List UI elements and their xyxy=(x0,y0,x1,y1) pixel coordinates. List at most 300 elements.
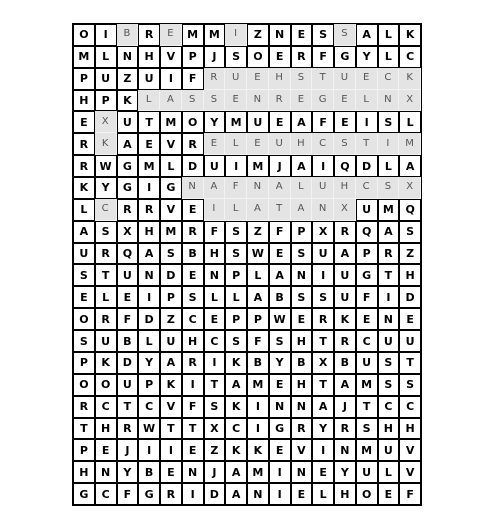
grid-cell[interactable]: E xyxy=(269,439,291,461)
grid-cell[interactable]: E xyxy=(117,286,139,308)
grid-cell[interactable]: C xyxy=(182,308,204,330)
grid-cell[interactable]: R xyxy=(334,221,356,243)
grid-cell[interactable]: O xyxy=(73,308,95,330)
grid-cell[interactable]: D xyxy=(356,155,378,177)
grid-cell[interactable]: L xyxy=(160,155,182,177)
grid-cell[interactable]: A xyxy=(334,243,356,265)
grid-cell[interactable]: I xyxy=(204,199,226,221)
grid-cell[interactable]: B xyxy=(291,352,313,374)
grid-cell[interactable]: V xyxy=(399,439,421,461)
grid-cell[interactable]: Y xyxy=(138,352,160,374)
grid-cell[interactable]: Y xyxy=(312,418,334,440)
grid-cell[interactable]: R xyxy=(312,308,334,330)
grid-cell[interactable]: E xyxy=(73,286,95,308)
grid-cell[interactable]: T xyxy=(182,418,204,440)
grid-cell[interactable]: C xyxy=(356,177,378,199)
grid-cell[interactable]: R xyxy=(117,199,139,221)
grid-cell[interactable]: R xyxy=(73,396,95,418)
grid-cell[interactable]: E xyxy=(269,243,291,265)
grid-cell[interactable]: G xyxy=(117,177,139,199)
grid-cell[interactable]: B xyxy=(247,352,269,374)
grid-cell[interactable]: A xyxy=(225,483,247,505)
grid-cell[interactable]: S xyxy=(73,330,95,352)
grid-cell[interactable]: H xyxy=(291,330,313,352)
grid-cell[interactable]: J xyxy=(269,155,291,177)
grid-cell[interactable]: S xyxy=(356,418,378,440)
grid-cell[interactable]: E xyxy=(160,24,182,46)
grid-cell[interactable]: U xyxy=(160,330,182,352)
grid-cell[interactable]: A xyxy=(160,352,182,374)
grid-cell[interactable]: Y xyxy=(356,46,378,68)
grid-cell[interactable]: A xyxy=(399,155,421,177)
grid-cell[interactable]: B xyxy=(334,352,356,374)
grid-cell[interactable]: I xyxy=(182,483,204,505)
grid-cell[interactable]: R xyxy=(378,243,400,265)
grid-cell[interactable]: P xyxy=(356,243,378,265)
grid-cell[interactable]: C xyxy=(399,396,421,418)
grid-cell[interactable]: M xyxy=(73,46,95,68)
grid-cell[interactable]: S xyxy=(378,111,400,133)
grid-cell[interactable]: P xyxy=(247,308,269,330)
grid-cell[interactable]: L xyxy=(95,46,117,68)
grid-cell[interactable]: U xyxy=(269,133,291,155)
grid-cell[interactable]: A xyxy=(269,264,291,286)
grid-cell[interactable]: Y xyxy=(269,352,291,374)
grid-cell[interactable]: A xyxy=(356,24,378,46)
grid-cell[interactable]: L xyxy=(73,199,95,221)
grid-cell[interactable]: B xyxy=(269,286,291,308)
grid-cell[interactable]: N xyxy=(291,396,313,418)
grid-cell[interactable]: U xyxy=(225,68,247,90)
grid-cell[interactable]: T xyxy=(312,374,334,396)
grid-cell[interactable]: E xyxy=(247,68,269,90)
grid-cell[interactable]: K xyxy=(247,439,269,461)
grid-cell[interactable]: S xyxy=(225,330,247,352)
grid-cell[interactable]: I xyxy=(269,483,291,505)
grid-cell[interactable]: N xyxy=(247,177,269,199)
grid-cell[interactable]: O xyxy=(182,111,204,133)
grid-cell[interactable]: L xyxy=(247,264,269,286)
grid-cell[interactable]: Y xyxy=(117,461,139,483)
grid-cell[interactable]: E xyxy=(225,90,247,112)
grid-cell[interactable]: M xyxy=(204,24,226,46)
grid-cell[interactable]: I xyxy=(312,155,334,177)
grid-cell[interactable]: N xyxy=(138,264,160,286)
grid-cell[interactable]: F xyxy=(312,46,334,68)
grid-cell[interactable]: U xyxy=(312,243,334,265)
grid-cell[interactable]: R xyxy=(182,133,204,155)
grid-cell[interactable]: A xyxy=(247,286,269,308)
grid-cell[interactable]: K xyxy=(225,439,247,461)
grid-cell[interactable]: L xyxy=(225,286,247,308)
grid-cell[interactable]: S xyxy=(399,221,421,243)
grid-cell[interactable]: C xyxy=(312,133,334,155)
grid-cell[interactable]: K xyxy=(225,396,247,418)
grid-cell[interactable]: B xyxy=(117,330,139,352)
grid-cell[interactable]: I xyxy=(269,461,291,483)
grid-cell[interactable]: K xyxy=(399,68,421,90)
grid-cell[interactable]: Y xyxy=(95,177,117,199)
grid-cell[interactable]: U xyxy=(334,264,356,286)
grid-cell[interactable]: T xyxy=(378,264,400,286)
grid-cell[interactable]: A xyxy=(291,199,313,221)
grid-cell[interactable]: L xyxy=(399,111,421,133)
grid-cell[interactable]: M xyxy=(225,111,247,133)
grid-cell[interactable]: U xyxy=(117,111,139,133)
grid-cell[interactable]: E xyxy=(182,264,204,286)
grid-cell[interactable]: A xyxy=(247,199,269,221)
grid-cell[interactable]: P xyxy=(160,286,182,308)
grid-cell[interactable]: K xyxy=(399,24,421,46)
grid-cell[interactable]: R xyxy=(182,221,204,243)
grid-cell[interactable]: R xyxy=(73,133,95,155)
grid-cell[interactable]: U xyxy=(204,155,226,177)
grid-cell[interactable]: S xyxy=(73,264,95,286)
grid-cell[interactable]: A xyxy=(138,243,160,265)
grid-cell[interactable]: S xyxy=(334,133,356,155)
grid-cell[interactable]: E xyxy=(312,461,334,483)
grid-cell[interactable]: P xyxy=(225,264,247,286)
grid-cell[interactable]: U xyxy=(356,461,378,483)
grid-cell[interactable]: V xyxy=(160,396,182,418)
grid-cell[interactable]: D xyxy=(138,308,160,330)
grid-cell[interactable]: X xyxy=(204,418,226,440)
grid-cell[interactable]: R xyxy=(334,418,356,440)
grid-cell[interactable]: E xyxy=(182,199,204,221)
grid-cell[interactable]: T xyxy=(399,352,421,374)
grid-cell[interactable]: Z xyxy=(117,68,139,90)
grid-cell[interactable]: A xyxy=(334,374,356,396)
grid-cell[interactable]: H xyxy=(334,483,356,505)
grid-cell[interactable]: U xyxy=(356,199,378,221)
grid-cell[interactable]: F xyxy=(312,111,334,133)
grid-cell[interactable]: I xyxy=(312,264,334,286)
grid-cell[interactable]: I xyxy=(182,374,204,396)
grid-cell[interactable]: G xyxy=(312,90,334,112)
grid-cell[interactable]: R xyxy=(138,24,160,46)
grid-cell[interactable]: P xyxy=(291,221,313,243)
grid-cell[interactable]: T xyxy=(95,264,117,286)
grid-cell[interactable]: U xyxy=(117,374,139,396)
grid-cell[interactable]: T xyxy=(356,396,378,418)
grid-cell[interactable]: N xyxy=(291,461,313,483)
grid-cell[interactable]: X xyxy=(399,177,421,199)
grid-cell[interactable]: M xyxy=(378,199,400,221)
grid-cell[interactable]: Z xyxy=(247,221,269,243)
grid-cell[interactable]: T xyxy=(73,418,95,440)
grid-cell[interactable]: T xyxy=(204,374,226,396)
grid-cell[interactable]: S xyxy=(225,46,247,68)
grid-cell[interactable]: P xyxy=(73,352,95,374)
grid-cell[interactable]: F xyxy=(356,286,378,308)
grid-cell[interactable]: M xyxy=(160,111,182,133)
grid-cell[interactable]: L xyxy=(378,155,400,177)
grid-cell[interactable]: W xyxy=(269,308,291,330)
grid-cell[interactable]: O xyxy=(247,46,269,68)
grid-cell[interactable]: X xyxy=(399,90,421,112)
grid-cell[interactable]: A xyxy=(117,133,139,155)
grid-cell[interactable]: L xyxy=(95,286,117,308)
grid-cell[interactable]: E xyxy=(247,133,269,155)
grid-cell[interactable]: H xyxy=(138,221,160,243)
grid-cell[interactable]: L xyxy=(291,177,313,199)
grid-cell[interactable]: T xyxy=(138,111,160,133)
grid-cell[interactable]: S xyxy=(334,24,356,46)
grid-cell[interactable]: S xyxy=(312,24,334,46)
grid-cell[interactable]: A xyxy=(225,374,247,396)
grid-cell[interactable]: Q xyxy=(356,221,378,243)
grid-cell[interactable]: D xyxy=(399,286,421,308)
grid-cell[interactable]: I xyxy=(160,439,182,461)
grid-cell[interactable]: C xyxy=(378,68,400,90)
grid-cell[interactable]: F xyxy=(117,483,139,505)
grid-cell[interactable]: C xyxy=(138,396,160,418)
grid-cell[interactable]: R xyxy=(73,155,95,177)
grid-cell[interactable]: P xyxy=(73,439,95,461)
grid-cell[interactable]: N xyxy=(247,483,269,505)
grid-cell[interactable]: N xyxy=(117,46,139,68)
grid-cell[interactable]: U xyxy=(247,111,269,133)
grid-cell[interactable]: W xyxy=(247,243,269,265)
grid-cell[interactable]: X xyxy=(95,111,117,133)
grid-cell[interactable]: S xyxy=(225,221,247,243)
grid-cell[interactable]: I xyxy=(378,133,400,155)
grid-cell[interactable]: E xyxy=(291,90,313,112)
grid-cell[interactable]: M xyxy=(182,24,204,46)
grid-cell[interactable]: M xyxy=(247,155,269,177)
grid-cell[interactable]: M xyxy=(247,374,269,396)
grid-cell[interactable]: E xyxy=(95,439,117,461)
grid-cell[interactable]: I xyxy=(204,352,226,374)
grid-cell[interactable]: R xyxy=(291,46,313,68)
grid-cell[interactable]: H xyxy=(73,90,95,112)
grid-cell[interactable]: E xyxy=(399,308,421,330)
grid-cell[interactable]: J xyxy=(117,439,139,461)
grid-cell[interactable]: U xyxy=(378,330,400,352)
grid-cell[interactable]: E xyxy=(73,111,95,133)
grid-cell[interactable]: K xyxy=(334,308,356,330)
grid-cell[interactable]: O xyxy=(95,374,117,396)
grid-cell[interactable]: Q xyxy=(399,199,421,221)
grid-cell[interactable]: F xyxy=(269,221,291,243)
grid-cell[interactable]: E xyxy=(269,374,291,396)
grid-cell[interactable]: I xyxy=(95,24,117,46)
grid-cell[interactable]: J xyxy=(204,46,226,68)
grid-cell[interactable]: Z xyxy=(247,24,269,46)
grid-cell[interactable]: B xyxy=(138,461,160,483)
grid-cell[interactable]: V xyxy=(160,133,182,155)
grid-cell[interactable]: G xyxy=(334,46,356,68)
grid-cell[interactable]: S xyxy=(291,243,313,265)
grid-cell[interactable]: H xyxy=(73,461,95,483)
grid-cell[interactable]: Y xyxy=(334,461,356,483)
grid-cell[interactable]: L xyxy=(378,46,400,68)
grid-cell[interactable]: Z xyxy=(399,243,421,265)
grid-cell[interactable]: E xyxy=(334,90,356,112)
grid-cell[interactable]: N xyxy=(378,90,400,112)
grid-cell[interactable]: B xyxy=(117,24,139,46)
grid-cell[interactable]: O xyxy=(356,483,378,505)
grid-cell[interactable]: I xyxy=(247,418,269,440)
grid-cell[interactable]: S xyxy=(204,396,226,418)
grid-cell[interactable]: E xyxy=(204,133,226,155)
grid-cell[interactable]: U xyxy=(334,68,356,90)
grid-cell[interactable]: M xyxy=(356,439,378,461)
grid-cell[interactable]: K xyxy=(117,90,139,112)
grid-cell[interactable]: E xyxy=(356,68,378,90)
grid-cell[interactable]: L xyxy=(225,133,247,155)
grid-cell[interactable]: O xyxy=(73,374,95,396)
grid-cell[interactable]: R xyxy=(291,418,313,440)
grid-cell[interactable]: K xyxy=(95,352,117,374)
grid-cell[interactable]: M xyxy=(356,374,378,396)
grid-cell[interactable]: E xyxy=(356,308,378,330)
grid-cell[interactable]: S xyxy=(291,68,313,90)
grid-cell[interactable]: N xyxy=(269,396,291,418)
grid-cell[interactable]: G xyxy=(356,264,378,286)
grid-cell[interactable]: P xyxy=(95,90,117,112)
grid-cell[interactable]: E xyxy=(269,111,291,133)
grid-cell[interactable]: H xyxy=(95,418,117,440)
grid-cell[interactable]: X xyxy=(334,199,356,221)
grid-cell[interactable]: E xyxy=(334,111,356,133)
grid-cell[interactable]: T xyxy=(356,133,378,155)
grid-cell[interactable]: C xyxy=(225,418,247,440)
grid-cell[interactable]: A xyxy=(204,177,226,199)
grid-cell[interactable]: C xyxy=(204,330,226,352)
grid-cell[interactable]: N xyxy=(247,90,269,112)
grid-cell[interactable]: S xyxy=(225,243,247,265)
grid-cell[interactable]: F xyxy=(247,330,269,352)
grid-cell[interactable]: V xyxy=(291,439,313,461)
grid-cell[interactable]: V xyxy=(160,46,182,68)
grid-cell[interactable]: S xyxy=(378,177,400,199)
grid-cell[interactable]: C xyxy=(356,330,378,352)
grid-cell[interactable]: T xyxy=(269,199,291,221)
grid-cell[interactable]: U xyxy=(356,352,378,374)
grid-cell[interactable]: A xyxy=(73,221,95,243)
grid-cell[interactable]: C xyxy=(95,199,117,221)
grid-cell[interactable]: E xyxy=(291,483,313,505)
grid-cell[interactable]: I xyxy=(138,286,160,308)
grid-cell[interactable]: Q xyxy=(334,155,356,177)
grid-cell[interactable]: I xyxy=(312,439,334,461)
grid-cell[interactable]: X xyxy=(312,352,334,374)
grid-cell[interactable]: S xyxy=(269,330,291,352)
grid-cell[interactable]: L xyxy=(225,199,247,221)
grid-cell[interactable]: S xyxy=(95,221,117,243)
grid-cell[interactable]: R xyxy=(138,199,160,221)
grid-cell[interactable]: T xyxy=(312,68,334,90)
grid-cell[interactable]: F xyxy=(182,68,204,90)
grid-cell[interactable]: B xyxy=(182,243,204,265)
grid-cell[interactable]: U xyxy=(138,68,160,90)
grid-cell[interactable]: I xyxy=(225,24,247,46)
grid-cell[interactable]: Q xyxy=(117,243,139,265)
grid-cell[interactable]: U xyxy=(378,439,400,461)
grid-cell[interactable]: S xyxy=(378,374,400,396)
grid-cell[interactable]: H xyxy=(291,374,313,396)
grid-cell[interactable]: Y xyxy=(204,111,226,133)
grid-cell[interactable]: J xyxy=(204,461,226,483)
grid-cell[interactable]: A xyxy=(291,111,313,133)
grid-cell[interactable]: J xyxy=(334,396,356,418)
grid-cell[interactable]: I xyxy=(356,111,378,133)
grid-cell[interactable]: M xyxy=(160,221,182,243)
grid-cell[interactable]: P xyxy=(225,308,247,330)
grid-cell[interactable]: O xyxy=(73,24,95,46)
grid-cell[interactable]: G xyxy=(269,418,291,440)
grid-cell[interactable]: E xyxy=(160,461,182,483)
grid-cell[interactable]: N xyxy=(204,264,226,286)
grid-cell[interactable]: L xyxy=(204,286,226,308)
grid-cell[interactable]: G xyxy=(160,177,182,199)
grid-cell[interactable]: N xyxy=(378,308,400,330)
grid-cell[interactable]: F xyxy=(204,221,226,243)
grid-cell[interactable]: F xyxy=(399,483,421,505)
grid-cell[interactable]: U xyxy=(117,264,139,286)
grid-cell[interactable]: S xyxy=(378,352,400,374)
grid-cell[interactable]: A xyxy=(269,177,291,199)
grid-cell[interactable]: K xyxy=(73,177,95,199)
grid-cell[interactable]: C xyxy=(95,483,117,505)
grid-cell[interactable]: A xyxy=(160,90,182,112)
grid-cell[interactable]: I xyxy=(138,439,160,461)
grid-cell[interactable]: G xyxy=(138,483,160,505)
grid-cell[interactable]: L xyxy=(312,483,334,505)
grid-cell[interactable]: R xyxy=(117,418,139,440)
grid-cell[interactable]: D xyxy=(182,155,204,177)
grid-cell[interactable]: F xyxy=(225,177,247,199)
grid-cell[interactable]: C xyxy=(399,46,421,68)
grid-cell[interactable]: S xyxy=(291,286,313,308)
grid-cell[interactable]: S xyxy=(182,286,204,308)
grid-cell[interactable]: S xyxy=(160,243,182,265)
grid-cell[interactable]: F xyxy=(182,396,204,418)
grid-cell[interactable]: I xyxy=(160,68,182,90)
grid-cell[interactable]: W xyxy=(95,155,117,177)
grid-cell[interactable]: W xyxy=(138,418,160,440)
grid-cell[interactable]: S xyxy=(182,90,204,112)
grid-cell[interactable]: M xyxy=(247,461,269,483)
grid-cell[interactable]: H xyxy=(269,68,291,90)
grid-cell[interactable]: I xyxy=(138,177,160,199)
grid-cell[interactable]: X xyxy=(117,221,139,243)
grid-cell[interactable]: V xyxy=(160,199,182,221)
grid-cell[interactable]: N xyxy=(291,264,313,286)
grid-cell[interactable]: A xyxy=(291,155,313,177)
grid-cell[interactable]: H xyxy=(334,177,356,199)
grid-cell[interactable]: A xyxy=(225,461,247,483)
grid-cell[interactable]: K xyxy=(95,133,117,155)
grid-cell[interactable]: U xyxy=(399,330,421,352)
grid-cell[interactable]: V xyxy=(399,461,421,483)
grid-cell[interactable]: N xyxy=(334,439,356,461)
grid-cell[interactable]: U xyxy=(334,286,356,308)
grid-cell[interactable]: D xyxy=(117,352,139,374)
grid-cell[interactable]: R xyxy=(204,68,226,90)
grid-cell[interactable]: L xyxy=(356,90,378,112)
grid-cell[interactable]: N xyxy=(312,199,334,221)
grid-cell[interactable]: H xyxy=(399,264,421,286)
grid-cell[interactable]: M xyxy=(399,133,421,155)
grid-cell[interactable]: U xyxy=(73,243,95,265)
grid-cell[interactable]: E xyxy=(291,308,313,330)
grid-cell[interactable]: S xyxy=(399,374,421,396)
grid-cell[interactable]: E xyxy=(269,46,291,68)
grid-cell[interactable]: R xyxy=(182,352,204,374)
grid-cell[interactable]: L xyxy=(138,90,160,112)
